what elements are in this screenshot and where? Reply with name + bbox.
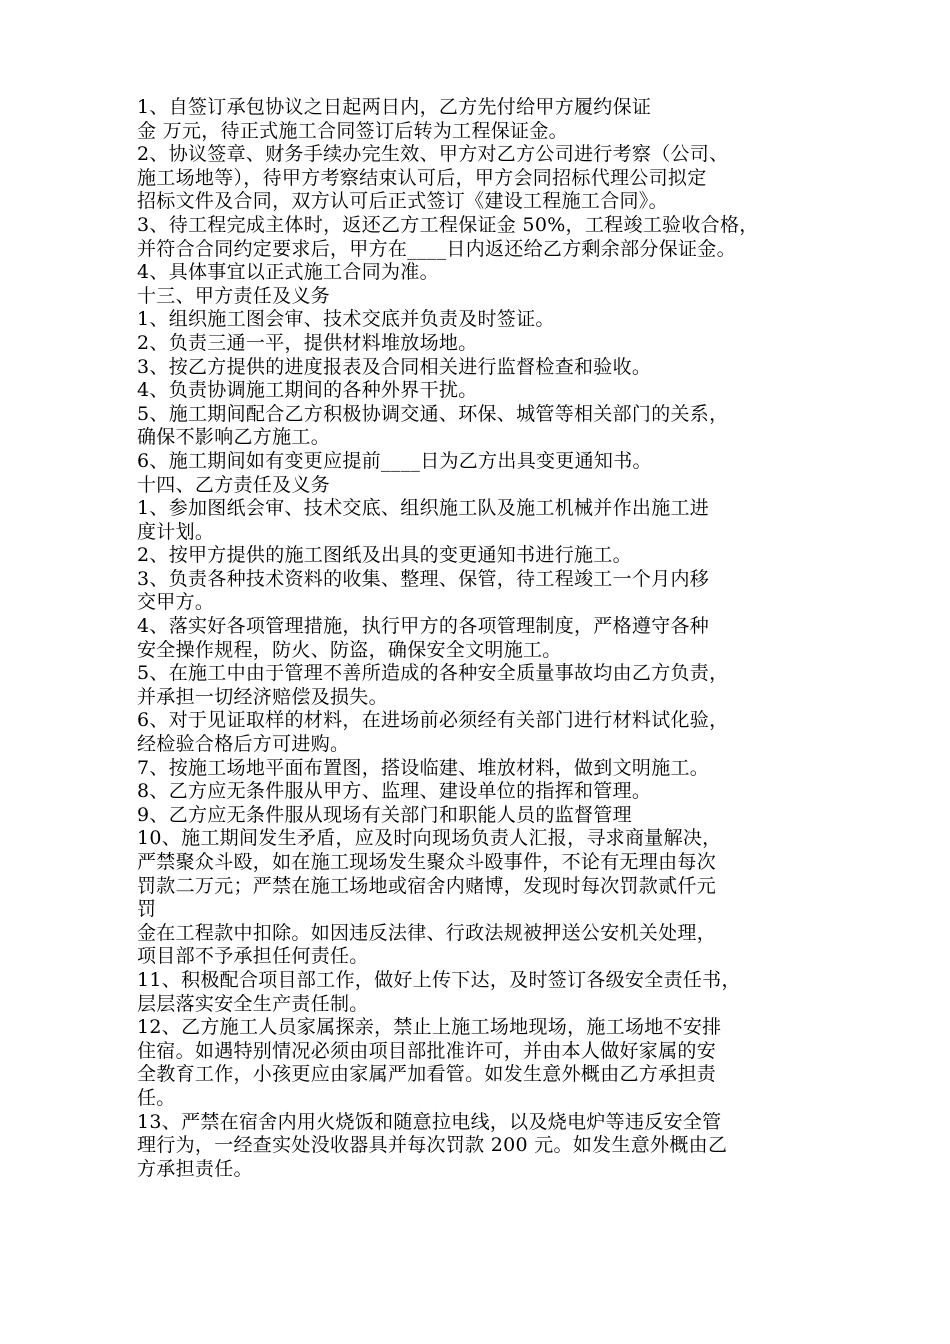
text-line: 度计划。 xyxy=(137,520,215,543)
text-line: 全教育工作，小孩更应由家属严加看管。如发生意外概由乙方承担责 xyxy=(137,1063,717,1086)
text-line: 7、按施工场地平面布置图，搭设临建、堆放材料，做到文明施工。 xyxy=(137,756,710,779)
text-line: 11、积极配合项目部工作，做好上传下达，及时签订各级安全责任书， xyxy=(137,968,741,991)
text-line: 住宿。如遇特别情况必须由项目部批准许可，并由本人做好家属的安 xyxy=(137,1039,717,1062)
text-line: 13、严禁在宿舍内用火烧饭和随意拉电线，以及烧电炉等违反安全管 xyxy=(137,1110,722,1133)
text-line: 1、自签订承包协议之日起两日内，乙方先付给甲方履约保证 xyxy=(137,96,652,118)
text-line: 项目部不予承担任何责任。 xyxy=(137,945,369,968)
text-line: 金 万元，待正式施工合同签订后转为工程保证金。 xyxy=(137,119,568,142)
text-line: 3、按乙方提供的进度报表及合同相关进行监督检查和验收。 xyxy=(137,355,652,378)
text-line: 确保不影响乙方施工。 xyxy=(137,426,331,449)
text-line: 1、参加图纸会审、技术交底、组织施工队及施工机械并作出施工进 xyxy=(137,497,710,520)
text-line: 任。 xyxy=(137,1086,176,1109)
text-line: 4、负责协调施工期间的各种外界干扰。 xyxy=(137,379,478,402)
text-line: 严禁聚众斗殴，如在施工现场发生聚众斗殴事件，不论有无理由每次 xyxy=(137,851,717,873)
text-line: 交甲方。 xyxy=(137,591,215,614)
text-line: 8、乙方应无条件服从甲方、监理、建设单位的指挥和管理。 xyxy=(137,780,652,803)
text-line: 5、在施工中由于管理不善所造成的各种安全质量事故均由乙方负责， xyxy=(137,662,729,685)
text-line: 理行为，一经查实处没收器具并每次罚款 200 元。如发生意外概由乙 xyxy=(137,1134,728,1157)
section-heading-13: 十三、甲方责任及义务 xyxy=(137,284,331,307)
text-line: 并符合合同约定要求后，甲方在____日内返还给乙方剩余部分保证金。 xyxy=(137,237,736,260)
text-line: 2、协议签章、财务手续办完生效、甲方对乙方公司进行考察（公司、 xyxy=(137,143,729,166)
text-line: 层层落实安全生产责任制。 xyxy=(137,992,369,1015)
text-line: 6、对于见证取样的材料，在进场前必须经有关部门进行材料试化验， xyxy=(137,709,729,732)
text-line: 罚 xyxy=(137,898,157,921)
text-line: 9、乙方应无条件服从现场有关部门和职能人员的监督管理 xyxy=(137,803,632,826)
text-line: 施工场地等），待甲方考察结束认可后，甲方会同招标代理公司拟定 xyxy=(137,166,707,189)
text-line: 安全操作规程，防火、防盗，确保安全文明施工。 xyxy=(137,638,562,661)
text-line: 5、施工期间配合乙方积极协调交通、环保、城管等相关部门的关系， xyxy=(137,402,729,425)
text-line: 4、具体事宜以正式施工合同为准。 xyxy=(137,261,439,284)
text-line: 4、落实好各项管理措施，执行甲方的各项管理制度，严格遵守各种 xyxy=(137,615,710,638)
text-line: 并承担一切经济赔偿及损失。 xyxy=(137,685,388,708)
text-line: 方承担责任。 xyxy=(137,1157,253,1180)
text-line: 6、施工期间如有变更应提前____日为乙方出具变更通知书。 xyxy=(137,449,652,472)
text-line: 2、按甲方提供的施工图纸及出具的变更通知书进行施工。 xyxy=(137,544,632,567)
text-line: 经检验合格后方可进购。 xyxy=(137,733,350,756)
text-line: 金在工程款中扣除。如因违反法律、行政法规被押送公安机关处理， xyxy=(137,921,717,944)
section-heading-14: 十四、乙方责任及义务 xyxy=(137,473,331,496)
text-line: 2、负责三通一平，提供材料堆放场地。 xyxy=(137,331,478,354)
text-line: 10、施工期间发生矛盾，应及时向现场负责人汇报，寻求商量解决， xyxy=(137,827,722,850)
text-line: 1、组织施工图会审、技术交底并负责及时签证。 xyxy=(137,308,555,331)
document-body xyxy=(137,96,827,1181)
text-line: 3、待工程完成主体时，返还乙方工程保证金 50%，工程竣工验收合格， xyxy=(137,213,759,236)
text-line: 12、乙方施工人员家属探亲，禁止上施工场地现场，施工场地不安排 xyxy=(137,1016,722,1039)
text-line: 3、负责各种技术资料的收集、整理、保管，待工程竣工一个月内移 xyxy=(137,567,710,590)
text-line: 罚款二万元；严禁在施工场地或宿舍内赌博，发现时每次罚款贰仟元 xyxy=(137,874,717,897)
text-line: 招标文件及合同，双方认可后正式签订《建设工程施工合同》。 xyxy=(137,190,668,213)
